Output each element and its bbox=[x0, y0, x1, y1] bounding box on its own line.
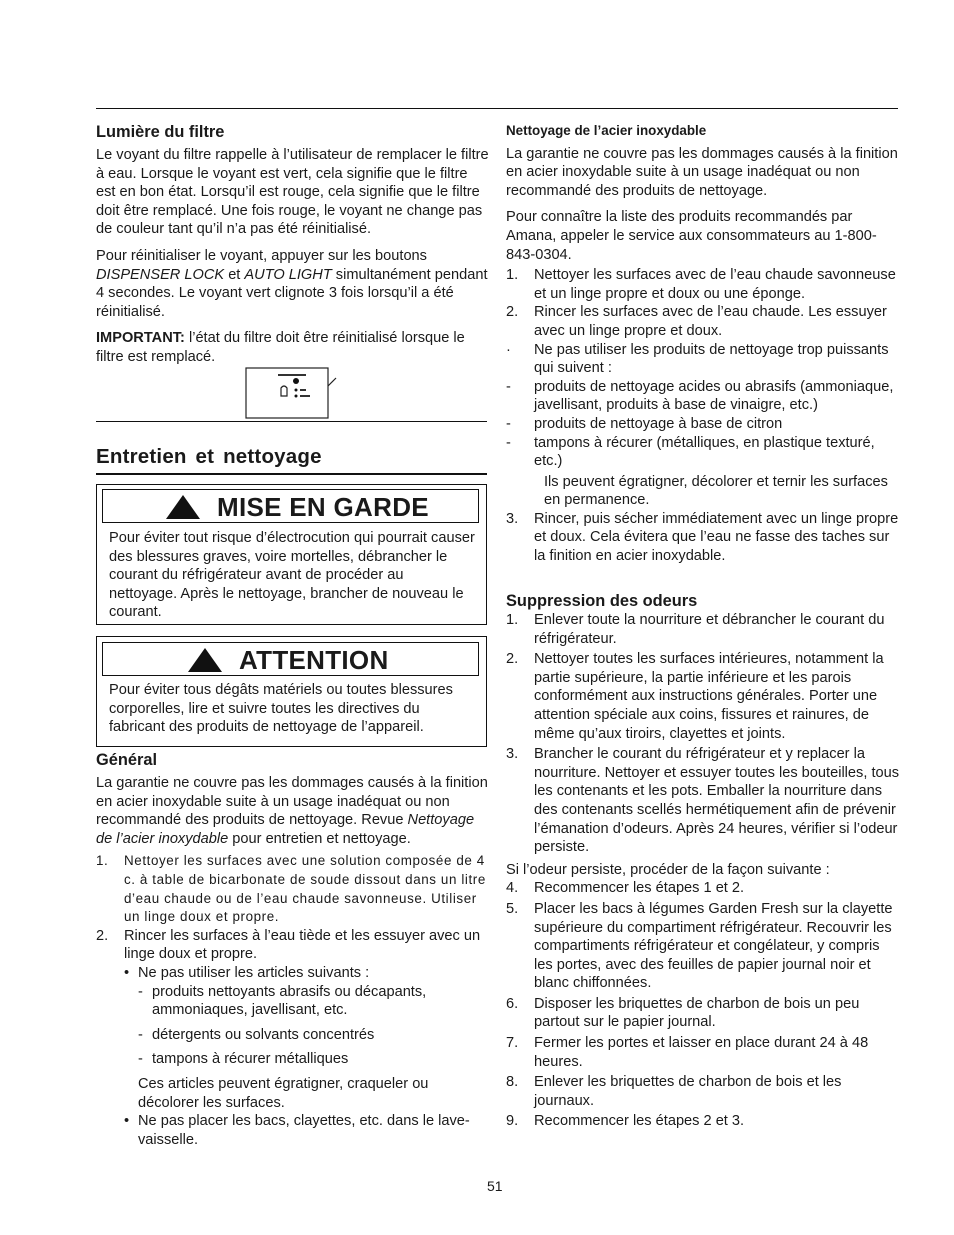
dash-text: produits de nettoyage à base de citron bbox=[534, 415, 783, 432]
stainless-dash-1 bbox=[506, 378, 902, 415]
dash-mark: - bbox=[138, 1026, 143, 1043]
step-text: Rincer les surfaces à l’eau tiède et les essuyer avec un linge doux et propre. bbox=[124, 927, 481, 963]
general-note: Ces articles peuvent égratigner, craqueler ou décolorer les surfaces. bbox=[138, 1075, 429, 1111]
filter-indicator-illustration bbox=[244, 366, 340, 420]
stainless-note: Ils peuvent égratigner, décolorer et ternir les surfaces en permanence. bbox=[544, 473, 888, 509]
text-run: La garantie ne couvre pas les dommages causés à la finition en acier inoxydable suite à un usage inadéquat ou non recommandé des produits de nettoyage. Revue bbox=[96, 775, 488, 829]
step-number: 3. bbox=[506, 510, 519, 527]
step-number: 2. bbox=[96, 927, 109, 944]
step-text: Rincer, puis sécher immédiatement avec un linge propre et doux. Cela évitera que l’eau ne fasse des taches sur la finition en acier inoxydable. bbox=[534, 510, 899, 565]
caution-triangle-icon bbox=[187, 647, 223, 673]
odor-step-b-1 bbox=[506, 879, 902, 898]
odor-step-b-4 bbox=[506, 1034, 902, 1071]
auto-light-label: AUTO LIGHT bbox=[244, 266, 332, 283]
stainless-dot-item bbox=[506, 341, 902, 378]
text-run: pour entretien et nettoyage. bbox=[228, 830, 411, 847]
odor-step-b-3 bbox=[506, 995, 902, 1032]
step-number: 7. bbox=[506, 1035, 519, 1052]
warning-text: Pour éviter tout risque d’électrocution qui pourrait causer des blessures graves, voire mortelles, débrancher le courant du réfrigérateur avant de procéder au nettoyage. Après le nettoyage, brancher de nouveau le courant. bbox=[109, 530, 475, 621]
filter-light-paragraph-1: Le voyant du filtre rappelle à l’utilisateur de remplacer le filtre à eau. Lorsque le voyant est vert, cela signifie que le filtre est en bon état. Lorsqu’il est rouge, cela signifie que le filtre doit être remplacé. Une fois rouge, le voyant ne change pas de couleur tant qu’il n’a pas été réinitialisé. bbox=[96, 147, 489, 238]
step-number: 4. bbox=[506, 880, 519, 897]
general-bullet-2 bbox=[96, 1112, 488, 1149]
dispenser-lock-label: DISPENSER LOCK bbox=[96, 266, 225, 283]
step-text: Nettoyer les surfaces avec de l’eau chaude savonneuse et un linge propre et doux ou une éponge. bbox=[534, 267, 896, 302]
caution-text: Pour éviter tous dégâts matériels ou toutes blessures corporelles, lire et suivre toutes les directives du fabricant des produits de nettoyage de l’appareil. bbox=[109, 682, 453, 736]
step-number: 9. bbox=[506, 1113, 519, 1130]
stainless-dash-3 bbox=[506, 434, 902, 471]
warning-triangle-icon bbox=[165, 494, 201, 520]
odor-steps-list bbox=[506, 611, 902, 857]
step-text: Nettoyer les surfaces avec une solution composée de 4 c. à table de bicarbonate de soude dissout dans un litre d’eau chaude ou de l’eau chaude savonneuse. Utiliser un linge doux et propre. bbox=[124, 853, 486, 925]
odors-heading: Suppression des odeurs bbox=[506, 592, 698, 610]
dash-mark: - bbox=[506, 434, 511, 451]
stainless-paragraph-1: La garantie ne couvre pas les dommages causés à la finition en acier inoxydable suite à un usage inadéquat ou non recommandé des produits de nettoyage. bbox=[506, 145, 898, 199]
important-note bbox=[96, 329, 490, 366]
step-text: Brancher le courant du réfrigérateur et y replacer la nourriture. Nettoyer et essuyer toutes les bouteilles, tous les contenants et les pots. Emballer la nourriture dans des contenants scellés hermétiquement afin de prévenir l’émanation d’odeurs. Après 24 heures, vérifier si l’odeur persiste. bbox=[534, 746, 900, 856]
step-text: Fermer les portes et laisser en place durant 24 à 48 heures. bbox=[534, 1035, 869, 1070]
odor-step-b-5 bbox=[506, 1073, 902, 1110]
step-number: 6. bbox=[506, 995, 519, 1012]
general-step-2 bbox=[96, 927, 488, 964]
dot-text: Ne pas utiliser les produits de nettoyage trop puissants qui suivent : bbox=[534, 341, 889, 377]
bullet-mark: • bbox=[124, 1113, 130, 1130]
stainless-section bbox=[506, 122, 902, 566]
section-rule bbox=[96, 421, 487, 422]
text-run: simultanément pendant 4 secondes. Le voyant vert clignote 3 fois lorsqu’il a été réinitialisé. bbox=[96, 266, 488, 320]
maintenance-heading: Entretien et nettoyage bbox=[96, 445, 322, 468]
page-number: 51 bbox=[487, 1178, 503, 1194]
dash-text: tampons à récurer métalliques bbox=[152, 1051, 349, 1068]
dash-text: produits de nettoyage acides ou abrasifs (ammoniaque, javellisant, produits à base de vinaigre, etc.) bbox=[534, 378, 894, 414]
step-text: Rincer les surfaces avec de l’eau chaude. Les essuyer avec un linge propre et doux. bbox=[534, 304, 887, 339]
dash-mark: - bbox=[138, 1051, 143, 1068]
general-heading: Général bbox=[96, 751, 158, 769]
step-text: Enlever les briquettes de charbon de bois et les journaux. bbox=[534, 1074, 842, 1109]
step-number: 5. bbox=[506, 900, 519, 917]
filter-light-heading: Lumière du filtre bbox=[96, 123, 225, 141]
stainless-step-1 bbox=[506, 266, 902, 303]
dash-text: détergents ou solvants concentrés bbox=[152, 1026, 375, 1043]
general-dash-1 bbox=[96, 983, 488, 1020]
warning-header bbox=[102, 489, 479, 523]
step-text: Recommencer les étapes 1 et 2. bbox=[534, 880, 745, 897]
odor-step-b-2 bbox=[506, 900, 902, 993]
step-number: 1. bbox=[96, 853, 109, 869]
dash-mark: - bbox=[506, 378, 511, 395]
heading-rule bbox=[96, 473, 487, 475]
dash-mark: - bbox=[506, 415, 511, 432]
dash-mark: - bbox=[138, 983, 143, 1000]
step-number: 1. bbox=[506, 612, 519, 628]
important-text: l’état du filtre doit être réinitialisé lorsque le filtre est remplacé. bbox=[96, 330, 465, 365]
text-run: et bbox=[224, 266, 245, 283]
caution-title: ATTENTION bbox=[239, 645, 389, 675]
filter-light-paragraph-2 bbox=[96, 247, 490, 321]
odor-step-3 bbox=[506, 745, 902, 857]
step-text: Disposer les briquettes de charbon de bois un peu partout sur le papier journal. bbox=[534, 995, 860, 1031]
dot-mark: · bbox=[506, 341, 511, 358]
odor-step-2 bbox=[506, 650, 902, 743]
stainless-reference: Nettoyage de l’acier inoxydable bbox=[96, 812, 475, 847]
filter-light-section bbox=[96, 122, 490, 375]
general-bullet-1 bbox=[96, 964, 488, 983]
step-text: Recommencer les étapes 2 et 3. bbox=[534, 1113, 745, 1130]
bullet-text: Ne pas utiliser les articles suivants : bbox=[138, 964, 370, 981]
general-dash-3 bbox=[96, 1050, 488, 1069]
dash-text: produits nettoyants abrasifs ou décapants, ammoniaques, javellisant, etc. bbox=[152, 983, 427, 1019]
top-rule bbox=[96, 108, 898, 109]
stainless-heading: Nettoyage de l’acier inoxydable bbox=[506, 123, 707, 138]
important-label: IMPORTANT: bbox=[96, 330, 185, 347]
bullet-mark: • bbox=[124, 964, 130, 981]
step-number: 2. bbox=[506, 304, 519, 321]
odor-persist-text: Si l’odeur persiste, procéder de la façon suivante : bbox=[506, 861, 830, 878]
step-number: 3. bbox=[506, 746, 519, 763]
step-text: Nettoyer toutes les surfaces intérieures, notamment la partie supérieure, la partie inférieure et les parois conformément aux instructions générales. Porter une attention spéciale aux coins, fissures et rainures, de même qu’aux tiroirs, clayettes et joints. bbox=[534, 651, 884, 742]
odors-section bbox=[506, 591, 902, 1133]
step-text: Enlever toute la nourriture et débrancher le courant du réfrigérateur. bbox=[534, 612, 885, 647]
dash-text: tampons à récurer (métalliques, en plastique texturé, etc.) bbox=[534, 434, 875, 470]
text-run: Pour réinitialiser le voyant, appuyer sur les boutons bbox=[96, 247, 427, 264]
odor-steps-list-2 bbox=[506, 879, 902, 1131]
step-number: 2. bbox=[506, 651, 519, 668]
bullet-text: Ne pas placer les bacs, clayettes, etc. dans le lave-vaisselle. bbox=[138, 1113, 470, 1148]
caution-header bbox=[102, 642, 479, 676]
warning-title: MISE EN GARDE bbox=[217, 492, 429, 522]
stainless-step-2 bbox=[506, 303, 902, 340]
stainless-dash-2 bbox=[506, 415, 902, 434]
general-paragraph bbox=[96, 774, 488, 848]
step-number: 1. bbox=[506, 267, 519, 284]
step-text: Placer les bacs à légumes Garden Fresh sur la clayette supérieure du compartiment réfrigérateur. Recouvrir les compartiments réfrigérateur et congélateur, y compris les portes, avec des feuilles de papier journal noir et blanc chiffonnées. bbox=[534, 900, 893, 992]
step-number: 8. bbox=[506, 1074, 519, 1091]
general-step-1 bbox=[96, 852, 488, 926]
odor-step-b-6 bbox=[506, 1112, 902, 1131]
stainless-paragraph-2: Pour connaître la liste des produits recommandés par Amana, appeler le service aux consommateurs au 1-800-843-0304. bbox=[506, 209, 877, 263]
stainless-step-3 bbox=[506, 510, 902, 566]
odor-step-1 bbox=[506, 611, 902, 648]
general-dash-2 bbox=[96, 1026, 488, 1045]
general-section bbox=[96, 750, 488, 1149]
